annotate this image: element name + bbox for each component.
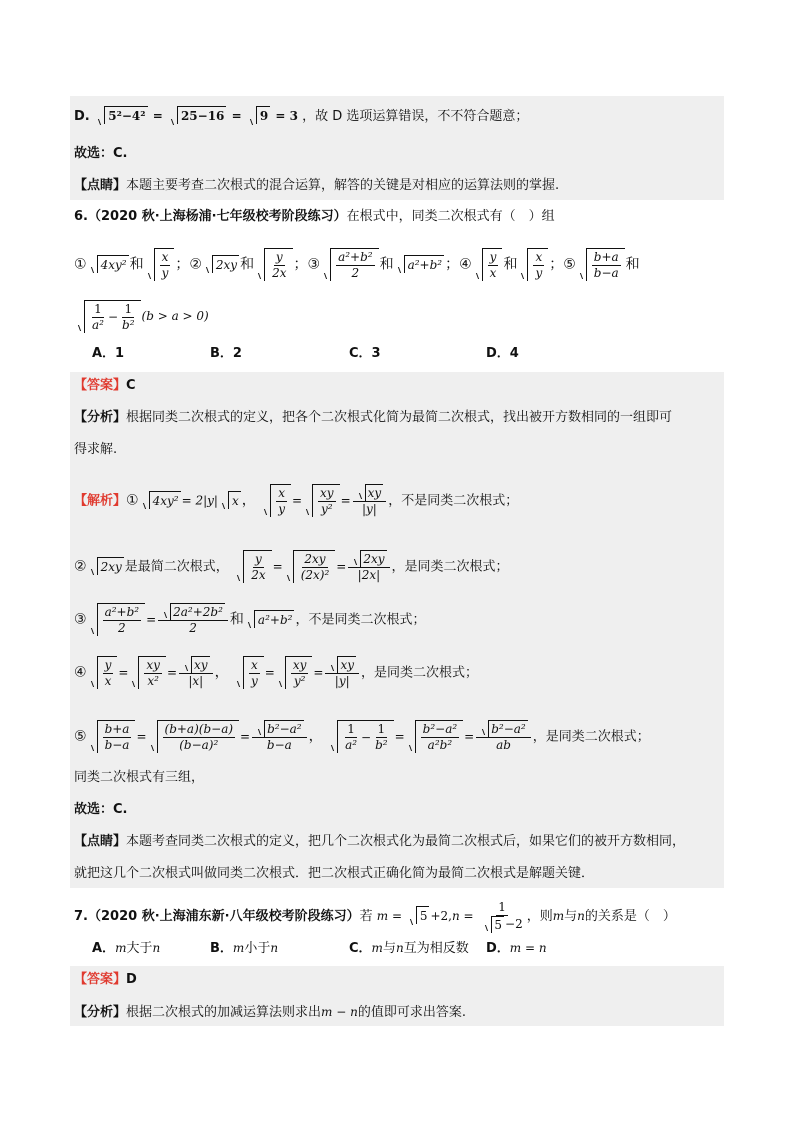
solution-4-text: ，是同类二次根式； [361, 665, 479, 681]
q6-comment-2 [74, 864, 594, 884]
option-label: B． [210, 941, 233, 956]
math-sqrt: $\frac{x}{y}$ [518, 248, 548, 281]
q6-option-d[interactable]: D．4 [486, 346, 519, 361]
q6-option-c[interactable]: C．3 [349, 346, 381, 361]
math-sqrt: x [219, 491, 241, 511]
math-sqrt: 9 [247, 106, 270, 127]
option-label: D. [74, 109, 90, 124]
math-sqrt: $\frac{x}{y}$ [261, 484, 291, 517]
solution-1-text: ，不是同类二次根式； [388, 493, 519, 509]
analysis-text-cont: 得求解. [74, 442, 118, 457]
analysis-tag: 【分析】 [74, 410, 127, 425]
math-sqrt: $\frac{1}{\text{a²}}$ − $\frac{1}{\text{b²}}$ [328, 720, 394, 753]
math-sqrt: $\frac{x}{y}$ [234, 656, 264, 689]
solution-3-text: ，不是同类二次根式； [295, 612, 426, 628]
math-sqrt: $\frac{\text{a²+b²}}{2}$ [88, 603, 146, 636]
option-label: D． [486, 941, 510, 956]
math-sqrt: $\frac{2xy}{\text{(2x)²}}$ [284, 550, 336, 583]
q6-option-a[interactable]: A．1 [92, 346, 125, 361]
math-sqrt: $\frac{xy}{\text{y²}}$ [303, 484, 340, 517]
q7-analysis: 【分析】根据二次根式的加减运算法则求出m − n的值即可求出答案. [74, 1005, 466, 1020]
q6-analysis-2 [74, 440, 117, 460]
math-sqrt: 4xy² [140, 491, 181, 511]
q6-answer [74, 376, 136, 396]
answer-tag: 【答案】 [74, 378, 127, 393]
solution-2-tail: ，是同类二次根式； [391, 559, 509, 575]
q6-choose [74, 800, 127, 820]
option-text-2: 互为相反数 [403, 941, 469, 956]
math-sqrt: $\frac{x}{y}$ [145, 248, 175, 281]
q7-post: ，则 [526, 909, 553, 924]
option-d-text: ，故 D 选项运算错误，不不符合题意； [302, 109, 529, 124]
q7-title: 7.（2020 秋·上海浦东新·八年级校考阶段练习）若 m = 5 +2,n = $\frac{1}{5 -2}$ ，则m与n的关系是（ ） [74, 900, 676, 932]
analysis-text: 根据二次根式的加减运算法则求出 [126, 1005, 322, 1020]
q6-solution-5: ⑤ $\frac{b+a}{b-a}$ = $\frac{(b+a)(b-a)}{\text{(b−a)²}}$ = $\frac{\text{b²−a²}}{b-a}$ ， $\frac{1}{\text{a²}}$ − $\frac{1}{\text{b²}}$ = $\frac{\text{b²−a²}}{\text{a²b²}}$ = $\frac{\text{b²−a²}}{ab}$ ，是同类二次根式； [74, 722, 650, 752]
math-sqrt: 2xy [88, 557, 124, 577]
comment-text: 本题考查同类二次根式的定义，把几个二次根式化为最简二次根式后，如果它们的被开方数相同， [126, 834, 686, 849]
q6-solution-4: ④ $\frac{y}{x}$ = $\frac{xy}{\text{x²}}$ = $\frac{xy}{|x|}$ ， $\frac{x}{y}$ = $\frac{xy}{\text{y²}}$ = $\frac{xy}{|y|}$ ，是同类二次根式； [74, 658, 479, 688]
q6-text: 在根式中，同类二次根式有（ ）组 [346, 209, 555, 224]
option-text: 小于 [244, 941, 271, 956]
q7-option-c[interactable]: C．m与n互为相反数 [349, 941, 469, 956]
math-sqrt: $\frac{1}{\text{a²}}$ − $\frac{1}{\text{b²}}$ [75, 300, 141, 333]
q6-title [74, 207, 555, 227]
math-sqrt: $\frac{y}{2x}$ [234, 550, 271, 583]
math-sqrt: $\frac{b+a}{b-a}$ [88, 720, 136, 753]
q6-solution-1: 【解析】① 4xy² = 2|y| x ， $\frac{x}{y}$ = $\frac{xy}{\text{y²}}$ = $\frac{xy}{|y|}$ ，不是同类二次根式； [74, 486, 519, 516]
choose-text: 故选：C. [74, 802, 128, 817]
q7-option-b[interactable]: B．m小于n [210, 941, 279, 956]
comment-tag: 【点睛】 [74, 178, 127, 193]
math-sqrt: 25−16 [168, 106, 226, 127]
q6-summary [74, 768, 204, 788]
math-sqrt: 5 [407, 906, 430, 927]
q7-option-d[interactable]: D．m = n [486, 941, 547, 956]
option-text: 与 [382, 941, 396, 956]
math-sqrt: $\frac{y}{2x}$ [255, 248, 292, 281]
q6-options [0, 344, 794, 364]
q7-post3: 的关系是（ ） [584, 909, 676, 924]
math-sqrt: $\frac{y}{x}$ [88, 656, 118, 689]
comment-tag: 【点睛】 [74, 834, 127, 849]
answer-value: C [126, 378, 136, 393]
comment-line [74, 176, 559, 196]
option-label: A． [92, 941, 116, 956]
solution-5-text: ，是同类二次根式； [532, 729, 650, 745]
q7-options [0, 938, 794, 958]
q6-radicals-line-1: ① 4xy² 和 $\frac{x}{y}$ ；② 2xy 和 $\frac{y}{2x}$ ；③ $\frac{\text{a²+b²}}{2}$ 和 a²+b² ；④ $\frac{y}{x}$ 和 $\frac{x}{y}$ ；⑤ $\frac{b+a}{b-a}$ 和 [74, 250, 640, 280]
math-sqrt: $\frac{\text{b²−a²}}{\text{a²b²}}$ [406, 720, 464, 753]
choose-line [74, 144, 127, 164]
math-sqrt: $\frac{\text{a²+b²}}{2}$ [321, 248, 379, 281]
option-label: C． [349, 941, 372, 956]
math-sqrt: $\frac{y}{x}$ [473, 248, 503, 281]
q6-solution-3: ③ $\frac{\text{a²+b²}}{2}$ = $\frac{\text{2a²+2b²}}{2}$ 和 a²+b² ，不是同类二次根式； [74, 605, 426, 635]
q6-head: 6.（2020 秋·上海杨浦·七年级校考阶段练习） [74, 209, 347, 224]
q7-answer [74, 970, 137, 990]
summary-text: 同类二次根式有三组， [74, 770, 205, 785]
math-sqrt: $\frac{b+a}{b-a}$ [577, 248, 625, 281]
math-sqrt: a²+b² [245, 610, 295, 630]
q7-head: 7.（2020 秋·上海浦东新·八年级校考阶段练习） [74, 909, 360, 924]
answer-tag: 【答案】 [74, 972, 127, 987]
q6-comment-1 [74, 832, 685, 852]
option-d-line: D. 5²−4² = 25−16 = 9 = 3 ，故 D 选项运算错误，不不符合题意； [74, 106, 528, 127]
math-sqrt: $\frac{xy}{\text{y²}}$ [276, 656, 313, 689]
q6-option-b[interactable]: B．2 [210, 346, 242, 361]
math-sqrt: $\frac{xy}{\text{x²}}$ [129, 656, 166, 689]
analysis-text-cont: 的值即可求出答案. [357, 1005, 466, 1020]
comment-text: 本题主要考查二次根式的混合运算，解答的关键是对相应的运算法则的掌握. [126, 178, 560, 193]
option-text: 大于 [126, 941, 153, 956]
math-sqrt: a²+b² [395, 255, 445, 275]
choose-text: 故选：C. [74, 146, 128, 161]
solution-tag: 【解析】 [74, 493, 127, 509]
comment-text-cont: 就把这几个二次根式叫做同类二次根式．把二次根式正确化简为最简二次根式是解题关键． [74, 866, 595, 881]
analysis-tag: 【分析】 [74, 1005, 127, 1020]
q6-solution-2: ② 2xy 是最简二次根式， $\frac{y}{2x}$ = $\frac{2xy}{\text{(2x)²}}$ = $\frac{2xy}{|2x|}$ ，是同类二次根式； [74, 552, 509, 582]
math-sqrt: $\frac{(b+a)(b-a)}{\text{(b−a)²}}$ [148, 720, 240, 753]
q7-post2: 与 [564, 909, 578, 924]
math-sqrt: 2xy [203, 255, 239, 275]
analysis-text: 根据同类二次根式的定义，把各个二次根式化简为最简二次根式，找出被开方数相同的一组即可 [126, 410, 673, 425]
q7-option-a[interactable]: A．m大于n [92, 941, 161, 956]
q6-radicals-line-2: $\frac{1}{\text{a²}}$ − $\frac{1}{\text{b²}}$ (b > a > 0) [74, 300, 209, 333]
solution-2-text: 是最简二次根式， [124, 559, 229, 575]
math-sqrt: 4xy² [88, 255, 129, 275]
q7-pre: 若 [359, 909, 373, 924]
q6-analysis-1 [74, 408, 672, 428]
answer-value: D [126, 972, 137, 987]
math-sqrt: 5²−4² [95, 106, 147, 127]
